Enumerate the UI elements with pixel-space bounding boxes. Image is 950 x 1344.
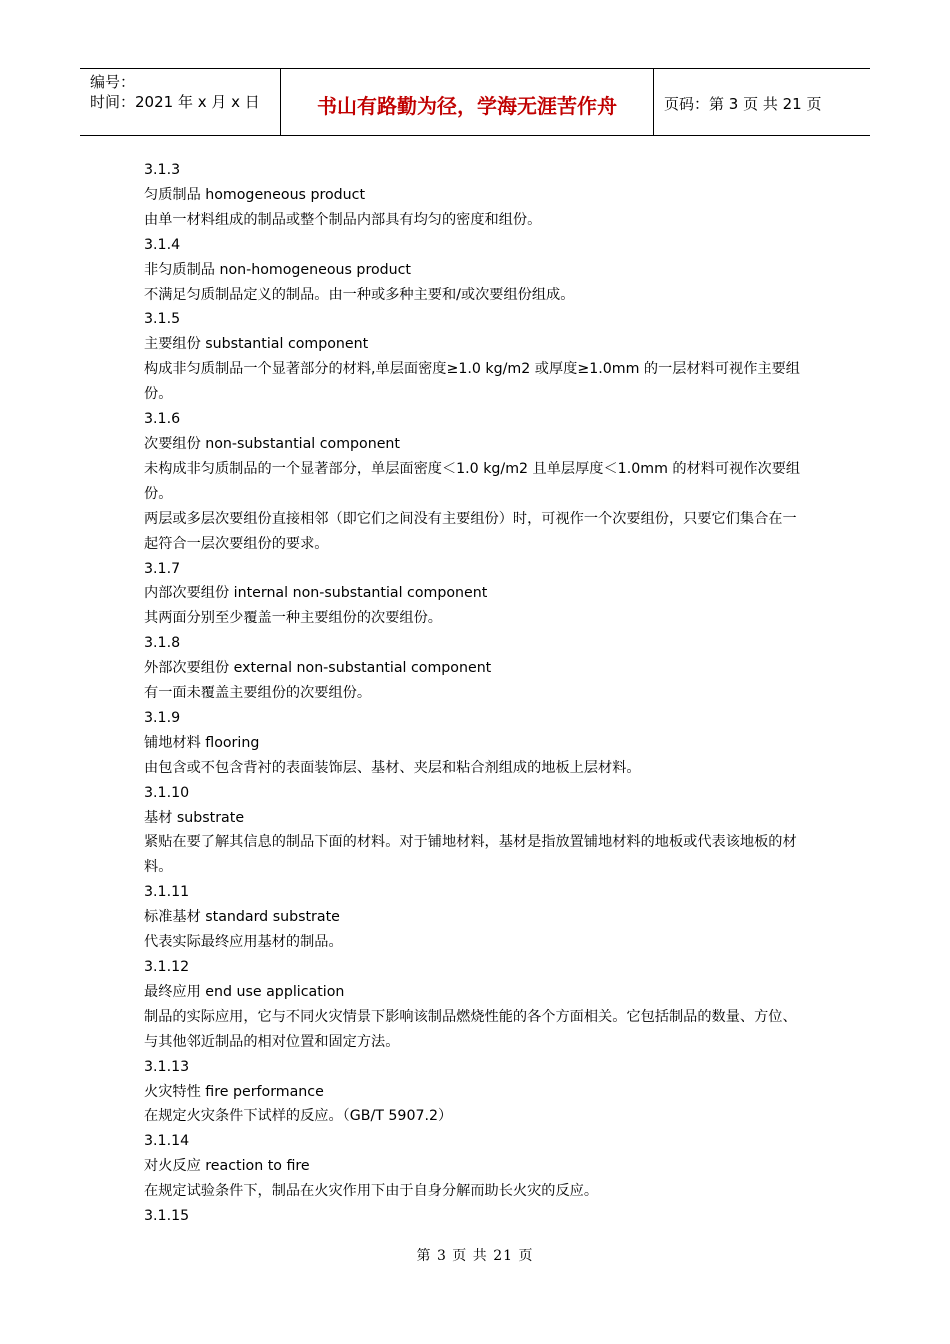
header-meta-cell: [80, 69, 281, 135]
body-paragraph: 3.1.13: [144, 1058, 190, 1075]
body-paragraph: 未构成非匀质制品的一个显著部分，单层面密度＜1.0 kg/m2 且单层厚度＜1.0mm 的材料可视作次要组份。: [144, 460, 801, 502]
body-paragraph: 3.1.7: [144, 560, 181, 577]
body-paragraph: 在规定试验条件下，制品在火灾作用下由于自身分解而助长火灾的反应。: [144, 1183, 599, 1200]
body-paragraph: 3.1.8: [144, 635, 181, 652]
body-paragraph: 两层或多层次要组份直接相邻（即它们之间没有主要组份）时，可视作一个次要组份，只要它们集合在一起符合一层次要组份的要求。: [144, 510, 797, 552]
body-paragraph: 铺地材料 flooring: [144, 734, 260, 751]
body-paragraph: 3.1.5: [144, 311, 181, 328]
header-motto: 书山有路勤为径，学海无涯苦作舟: [317, 93, 617, 118]
body-paragraph: 3.1.10: [144, 784, 190, 801]
body-paragraph: 紧贴在要了解其信息的制品下面的材料。对于铺地材料，基材是指放置铺地材料的地板或代表该地板的材料。: [144, 834, 797, 876]
body-paragraph: 火灾特性 fire performance: [144, 1083, 324, 1100]
body-paragraph: 对火反应 reaction to fire: [144, 1158, 310, 1175]
body-paragraph: 3.1.11: [144, 884, 190, 901]
body-paragraph: 代表实际最终应用基材的制品。: [144, 934, 343, 951]
body-paragraph: 构成非匀质制品一个显著部分的材料,单层面密度≥1.0 kg/m2 或厚度≥1.0mm 的一层材料可视作主要组份。: [144, 361, 800, 403]
body-paragraph: 非匀质制品 non-homogeneous product: [144, 261, 411, 278]
body-paragraph: 主要组份 substantial component: [144, 336, 369, 353]
body-paragraph: 3.1.4: [144, 236, 181, 253]
body-paragraph: 3.1.9: [144, 709, 181, 726]
page-footer: 第 3 页 共 21 页: [416, 1248, 534, 1264]
body-paragraph: 有一面未覆盖主要组份的次要组份。: [144, 685, 372, 702]
body-paragraph: 由单一材料组成的制品或整个制品内部具有均匀的密度和组份。: [144, 211, 542, 228]
body-paragraph: 基材 substrate: [144, 809, 245, 826]
body-paragraph: 3.1.14: [144, 1133, 190, 1150]
document-time-label: 时间：2021 年 x 月 x 日: [90, 93, 260, 111]
body-paragraph: 不满足匀质制品定义的制品。由一种或多种主要和/或次要组份组成。: [144, 286, 575, 303]
header-page-cell: [654, 69, 870, 135]
body-paragraph: 外部次要组份 external non-substantial component: [144, 660, 492, 677]
body-paragraph: 3.1.15: [144, 1208, 190, 1225]
header-page-info: 页码：第 3 页 共 21 页: [664, 94, 822, 113]
body-paragraph: 匀质制品 homogeneous product: [144, 186, 366, 203]
document-header: [80, 68, 870, 136]
body-paragraph: 标准基材 standard substrate: [144, 909, 340, 926]
body-paragraph: 在规定火灾条件下试样的反应。（GB/T 5907.2）: [144, 1108, 453, 1125]
document-body: [144, 158, 809, 1229]
body-paragraph: 3.1.3: [144, 162, 181, 178]
body-paragraph: 内部次要组份 internal non-substantial component: [144, 585, 488, 602]
body-paragraph: 由包含或不包含背衬的表面装饰层、基材、夹层和粘合剂组成的地板上层材料。: [144, 759, 641, 776]
body-paragraph: 制品的实际应用，它与不同火灾情景下影响该制品燃烧性能的各个方面相关。它包括制品的数量、方位、与其他邻近制品的相对位置和固定方法。: [144, 1008, 797, 1050]
body-paragraph: 3.1.6: [144, 411, 181, 428]
header-motto-cell: [281, 69, 654, 135]
body-paragraph: 次要组份 non-substantial component: [144, 435, 400, 452]
body-paragraph: 最终应用 end use application: [144, 983, 345, 1000]
body-paragraph: 3.1.12: [144, 959, 190, 975]
body-paragraph: 其两面分别至少覆盖一种主要组份的次要组份。: [144, 610, 442, 627]
document-number-label: 编号：: [90, 73, 136, 91]
